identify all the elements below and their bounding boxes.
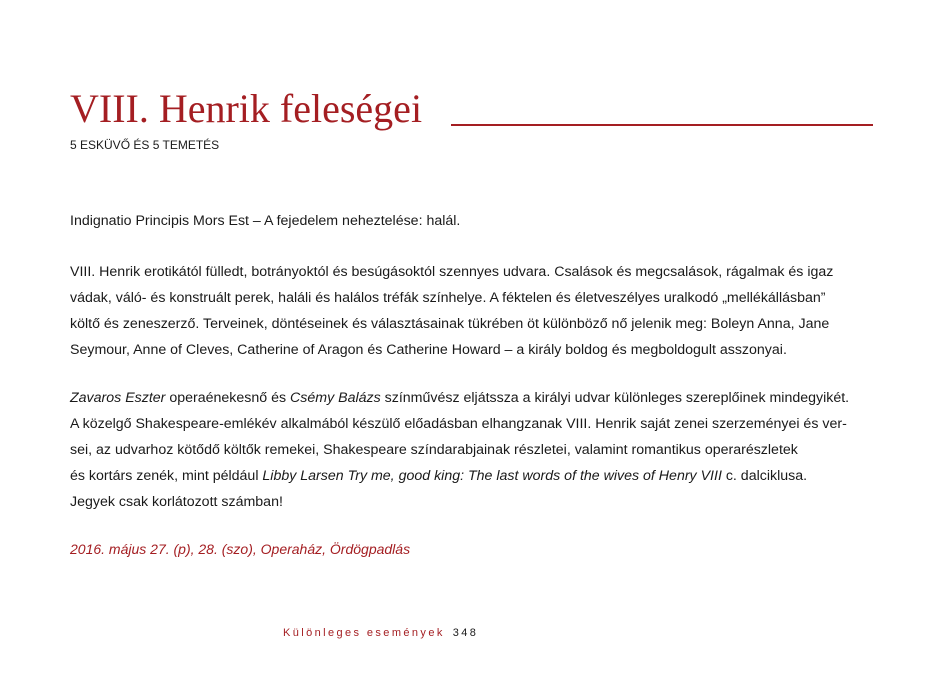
paragraph-line: vádak, váló- és konstruált perek, haláli és halálos tréfák színhelye. A féktelen és életveszélyes uralkodó „mellékállásban”: [70, 290, 826, 306]
paragraph-text: c. dalciklusa.: [721, 468, 808, 484]
intro-text: Indignatio Principis Mors Est – A fejedelem neheztelése: halál.: [70, 213, 461, 229]
page-footer: [283, 625, 478, 641]
paragraph-line: Jegyek csak korlátozott számban!: [70, 494, 283, 510]
paragraph-line: sei, az udvarhoz kötődő költők remekei, Shakespeare színdarabjainak részletei, valamint romantikus operarészletek: [70, 442, 798, 458]
event-date: 2016. május 27. (p), 28. (szo), Operaház, Ördögpadlás: [70, 541, 411, 557]
paragraph-line: [70, 385, 880, 411]
section-label: Különleges események: [283, 627, 445, 639]
work-title: Libby Larsen Try me, good king: The last words of the wives of Henry VIII: [262, 468, 722, 484]
performance-paragraph: [70, 385, 880, 515]
performer-name: Csémy Balázs: [290, 390, 381, 406]
title-rule: [451, 124, 873, 126]
paragraph-line: [70, 463, 880, 489]
paragraph-line: A közelgő Shakespeare-emlékév alkalmából készülő előadásban elhangzanak VIII. Henrik saját zenei szerzeményei és ver-: [70, 416, 847, 432]
paragraph-text: operaénekesnő és: [165, 390, 291, 406]
page-subtitle: 5 ESKÜVŐ ÉS 5 TEMETÉS: [70, 138, 220, 152]
description-paragraph: [70, 259, 880, 363]
paragraph-text: és kortárs zenék, mint például: [70, 468, 263, 484]
paragraph-line: költő és zeneszerző. Terveinek, döntéseinek és választásainak tükrében öt különböző nő jelenik meg: Boleyn Anna, Jane: [70, 316, 830, 332]
page-number: 348: [452, 627, 479, 639]
paragraph-line: Seymour, Anne of Cleves, Catherine of Aragon és Catherine Howard – a király boldog és megboldogult asszonyai.: [70, 342, 787, 358]
paragraph-text: színművész eljátssza a királyi udvar különleges szereplőinek mindegyikét.: [380, 390, 850, 406]
performer-name: Zavaros Eszter: [70, 390, 166, 406]
page-title: VIII. Henrik feleségei: [70, 86, 423, 131]
paragraph-line: VIII. Henrik erotikától fülledt, botrányoktól és besúgásoktól szennyes udvara. Csalások és megcsalások, rágalmak és igaz: [70, 264, 834, 280]
